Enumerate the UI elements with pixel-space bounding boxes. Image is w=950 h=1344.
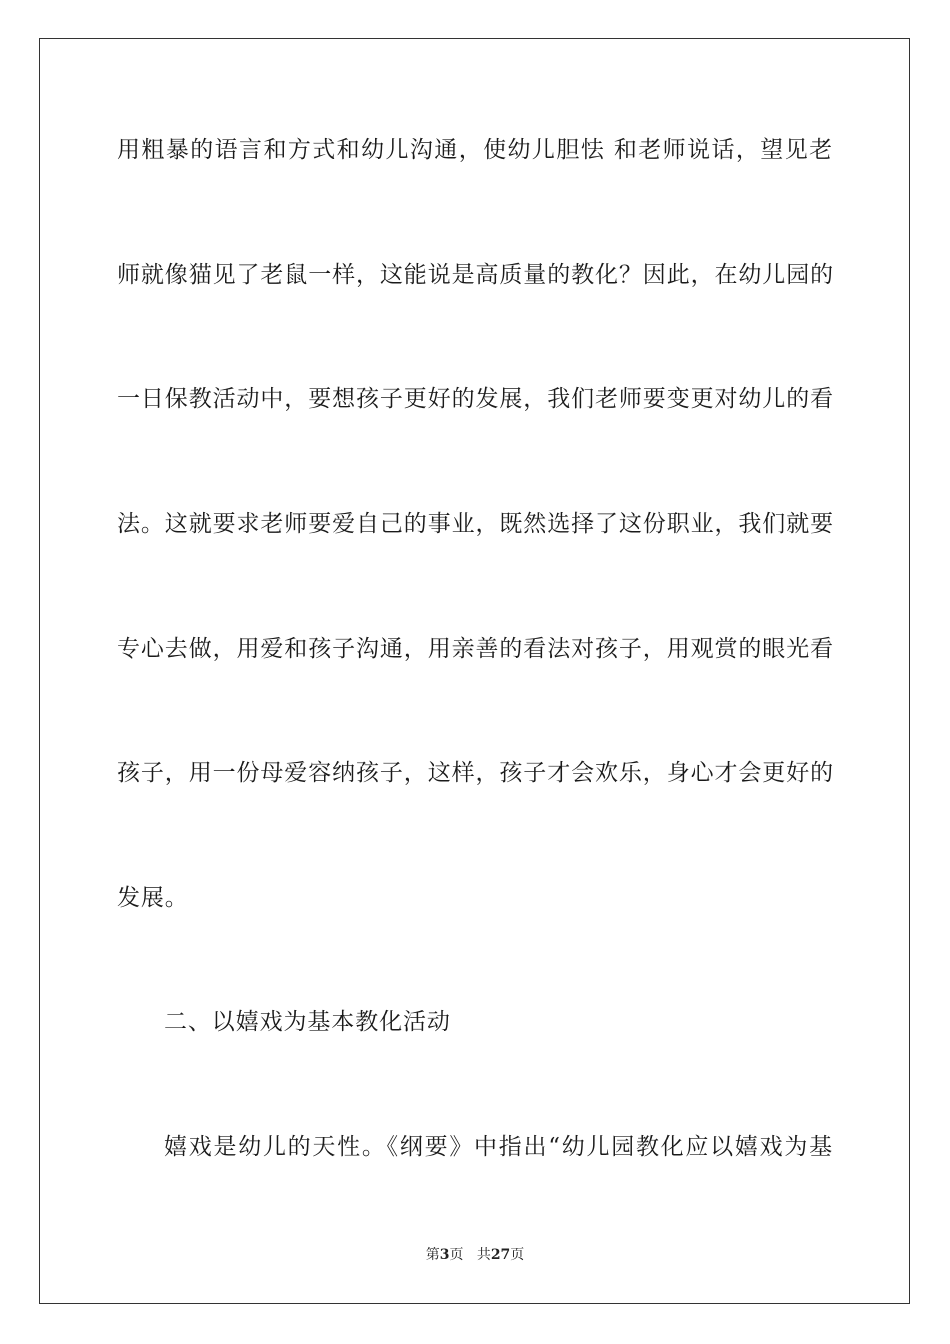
body-line-9: 嬉戏是幼儿的天性。《纲要》中指出“幼儿园教化应以嬉戏为基: [164, 1134, 833, 1160]
body-line-3: 一日保教活动中，要想孩子更好的发展，我们老师要变更对幼儿的看: [117, 386, 834, 412]
body-line-2: 师就像猫见了老鼠一样，这能说是高质量的教化？因此，在幼儿园的: [117, 262, 834, 288]
body-line-1: 用粗暴的语言和方式和幼儿沟通，使幼儿胆怯 和老师说话，望见老: [117, 137, 833, 163]
section-heading: 二、以嬉戏为基本教化活动: [164, 1009, 451, 1035]
footer-current-page: 3: [439, 1247, 450, 1263]
footer-total-pages: 27: [490, 1247, 511, 1263]
footer-page-word: 页: [449, 1247, 464, 1263]
body-line-6: 孩子，用一份母爱容纳孩子，这样，孩子才会欢乐，身心才会更好的: [117, 760, 834, 786]
footer-total-suffix: 页: [510, 1247, 525, 1263]
body-line-7: 发展。: [117, 885, 189, 911]
page-border: [39, 38, 910, 1304]
footer-prefix: 第: [425, 1247, 440, 1263]
footer-total-prefix: 共: [476, 1247, 491, 1263]
body-line-4: 法。这就要求老师要爱自己的事业，既然选择了这份职业，我们就要: [117, 511, 834, 537]
body-line-5: 专心去做，用爱和孩子沟通，用亲善的看法对孩子，用观赏的眼光看: [117, 636, 834, 662]
page-footer: [0, 1246, 950, 1264]
